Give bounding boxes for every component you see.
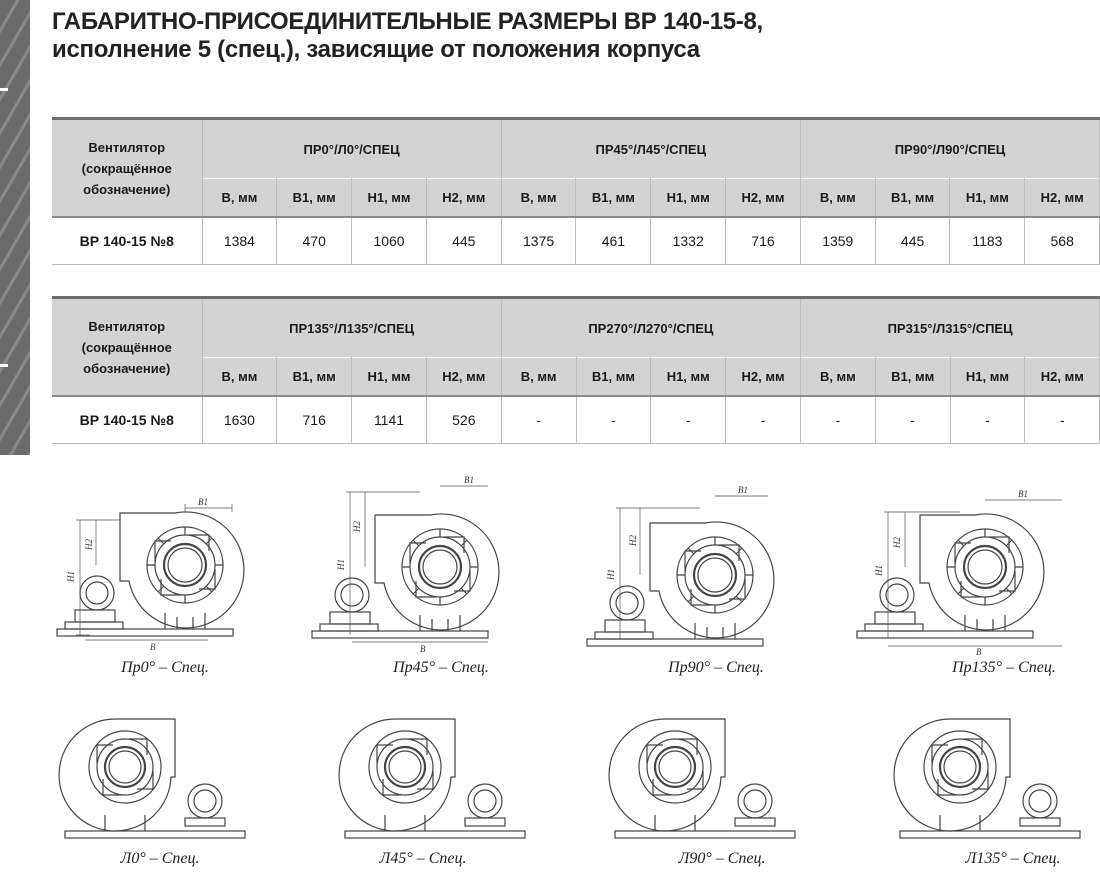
dimension-label: H1 [336,559,346,570]
dimension-label: B [150,642,156,652]
table-row [52,396,1100,444]
value-cell: 1359 [800,217,875,265]
dimension-label: H2 [84,539,94,550]
value-cell: 568 [1025,217,1100,265]
drawing-pr0 [57,497,244,652]
column-header: B1, мм [277,358,352,397]
column-header: H1, мм [950,358,1025,397]
drawing-caption: Пр90° – Спец. [668,659,764,676]
drawing-caption: Пр45° – Спец. [393,659,489,676]
column-header: B, мм [501,179,576,218]
value-cell: - [651,396,726,444]
group-header: ПР315°/Л315°/СПЕЦ [800,298,1099,358]
column-header: H1, мм [950,179,1025,218]
dimension-label: B1 [1018,489,1028,499]
dimension-label: H1 [606,569,616,580]
fan-drawings [0,470,1100,875]
drawing-pr90 [587,485,774,646]
dimension-label: B1 [738,485,748,495]
drawing-caption: Л45° – Спец. [379,850,467,867]
title-line-2: исполнение 5 (спец.), зависящие от положения корпуса [52,36,700,63]
sidebar-marker [0,364,8,367]
column-header: H2, мм [726,358,801,397]
decorative-sidebar [0,0,30,455]
fan-name-cell: ВР 140-15 №8 [52,396,202,444]
value-cell: - [875,396,950,444]
column-header: B, мм [800,358,875,397]
drawing-l0 [59,719,245,838]
drawing-caption: Л135° – Спец. [965,850,1061,867]
sidebar-marker [0,88,8,91]
column-header: B1, мм [875,358,950,397]
column-header: B, мм [202,358,277,397]
value-cell: 716 [726,217,801,265]
table-row [52,217,1100,265]
dimension-label: B [976,647,982,657]
column-header: H2, мм [1025,179,1100,218]
value-cell: 716 [277,396,352,444]
column-header: H2, мм [426,358,501,397]
page-title [52,8,763,64]
drawing-pr45 [312,475,499,654]
dimension-label: H2 [892,537,902,548]
value-cell: - [576,396,651,444]
dimension-label: H1 [66,571,76,582]
dimension-label: B [420,644,426,654]
value-cell: - [1025,396,1100,444]
value-cell: 445 [426,217,501,265]
group-header: ПР90°/Л90°/СПЕЦ [800,119,1099,179]
column-header: H1, мм [352,358,427,397]
column-header: B1, мм [277,179,352,218]
column-header: B, мм [202,179,277,218]
drawing-l45 [339,719,525,838]
value-cell: 445 [875,217,950,265]
value-cell: - [800,396,875,444]
column-header: B1, мм [576,179,651,218]
group-header: ПР270°/Л270°/СПЕЦ [501,298,800,358]
column-header: B, мм [800,179,875,218]
dimensions-table-1 [52,117,1100,265]
dimensions-table-2 [52,296,1100,444]
column-header: B1, мм [875,179,950,218]
group-header: ПР45°/Л45°/СПЕЦ [501,119,800,179]
drawing-caption: Л0° – Спец. [120,850,200,867]
value-cell: 1332 [651,217,726,265]
value-cell: 1183 [950,217,1025,265]
value-cell: 1375 [501,217,576,265]
value-cell: 1384 [202,217,277,265]
column-header: H1, мм [651,179,726,218]
value-cell: 526 [426,396,501,444]
drawing-pr135 [857,489,1062,657]
value-cell: 461 [576,217,651,265]
dimension-label: B1 [198,497,208,507]
value-cell: 1060 [352,217,427,265]
value-cell: 470 [277,217,352,265]
value-cell: 1141 [352,396,427,444]
column-header: H1, мм [352,179,427,218]
title-line-1: ГАБАРИТНО-ПРИСОЕДИНИТЕЛЬНЫЕ РАЗМЕРЫ ВР 140-15-8, [52,8,763,35]
dimension-label: H2 [352,521,362,532]
dimension-label: H1 [874,565,884,576]
column-header: H1, мм [651,358,726,397]
group-header: ПР135°/Л135°/СПЕЦ [202,298,501,358]
value-cell: - [950,396,1025,444]
dimension-label: H2 [628,535,638,546]
value-cell: - [501,396,576,444]
column-header: B, мм [501,358,576,397]
drawing-caption: Л90° – Спец. [678,850,766,867]
drawing-l135 [894,719,1080,838]
column-header: B1, мм [576,358,651,397]
drawing-caption: Пр0° – Спец. [121,659,209,676]
group-header: ПР0°/Л0°/СПЕЦ [202,119,501,179]
column-header: H2, мм [1025,358,1100,397]
dimension-label: B1 [464,475,474,485]
value-cell: 1630 [202,396,277,444]
fan-name-cell: ВР 140-15 №8 [52,217,202,265]
column-header: H2, мм [426,179,501,218]
fan-header: Вентилятор (сокращённое обозначение) [52,298,202,397]
column-header: H2, мм [726,179,801,218]
drawing-caption: Пр135° – Спец. [952,659,1056,676]
fan-header: Вентилятор (сокращённое обозначение) [52,119,202,218]
drawing-l90 [609,719,795,838]
value-cell: - [726,396,801,444]
